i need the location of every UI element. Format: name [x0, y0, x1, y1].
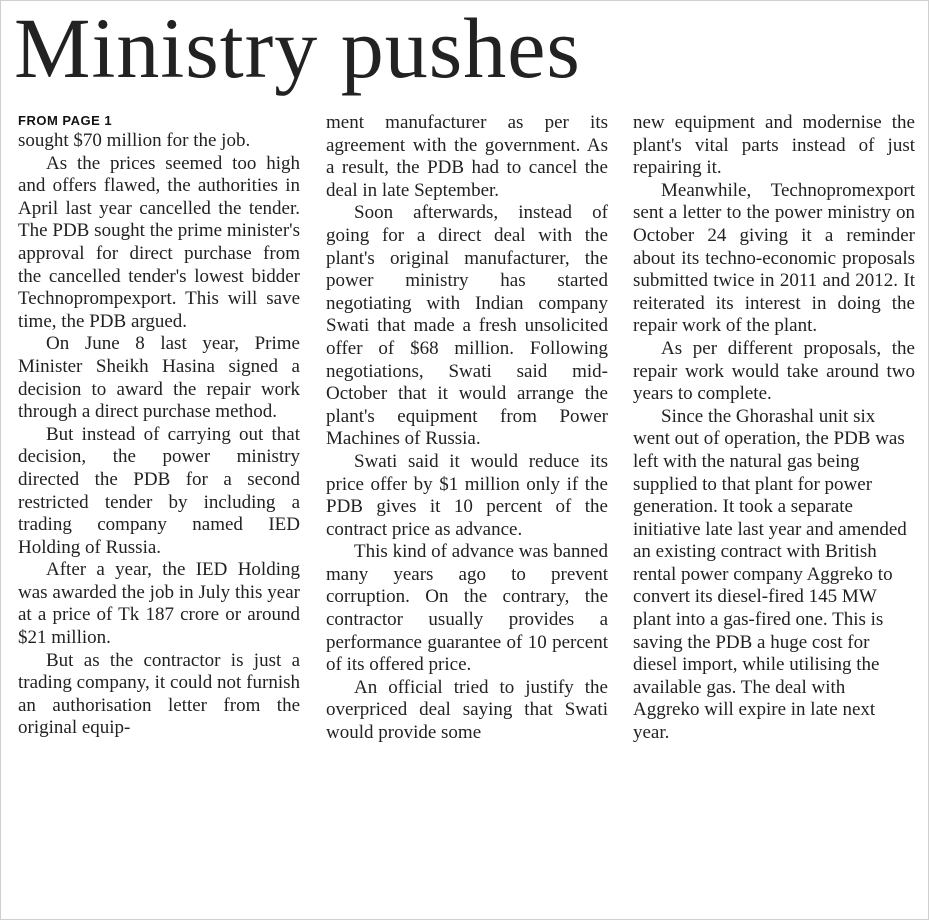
column-2: [326, 112, 608, 745]
paragraph: As the prices seemed too high and offers flawed, the authorities in April last year cancelled the tender. The PDB sought the prime minister's approval for direct purchase from the cancelled tender's lowest bidder Technoprompexport. This will save time, the PDB argued.: [18, 152, 300, 332]
headline: Ministry pushes: [14, 0, 581, 96]
paragraph: As per different proposals, the repair work would take around two years to complete.: [633, 337, 915, 405]
column-3: [633, 112, 915, 745]
column-1: [18, 112, 300, 740]
paragraph: ment manufacturer as per its agreement with the government. As a result, the PDB had to cancel the deal in late September.: [326, 112, 608, 201]
paragraph: On June 8 last year, Prime Minister Sheikh Hasina signed a decision to award the repair work through a direct purchase method.: [18, 333, 300, 423]
paragraph: After a year, the IED Holding was awarded the job in July this year at a price of Tk 187 crore or around $21 million.: [18, 559, 300, 649]
paragraph: But instead of carrying out that decision, the power ministry directed the PDB for a second restricted tender by including a trading company named IED Holding of Russia.: [18, 423, 300, 558]
paragraph: sought $70 million for the job.: [18, 130, 251, 151]
paragraph: This kind of advance was banned many years ago to prevent corruption. On the contrary, the contractor usually provides a performance guarantee of 10 percent of its offered price.: [326, 541, 608, 676]
kicker-label: FROM PAGE 1: [18, 113, 113, 128]
paragraph: But as the contractor is just a trading company, it could not furnish an authorisation letter from the original equip-: [18, 649, 300, 739]
paragraph: Soon afterwards, instead of going for a direct deal with the plant's original manufacturer, the power ministry has started negotiating with Indian company Swati that made a fresh unsolicited offer of $68 million. Following negotiations, Swati said mid-October that it would arrange the plant's equipment from Power Machines of Russia.: [326, 202, 608, 450]
paragraph: Swati said it would reduce its price offer by $1 million only if the PDB gives it 10 percent of the contract price as advance.: [326, 450, 608, 540]
paragraph: Since the Ghorashal unit six went out of operation, the PDB was left with the natural gas being supplied to that plant for power generation. It took a separate initiative late last year and amended an existing contract with British rental power company Aggreko to convert its diesel-fired 145 MW plant into a gas-fired one. This is saving the PDB a huge cost for diesel import, while utilising the available gas. The deal with Aggreko will expire in late next year.: [633, 405, 907, 744]
paragraph: An official tried to justify the overpriced deal saying that Swati would provide some: [326, 676, 608, 744]
paragraph: Meanwhile, Technopromexport sent a letter to the power ministry on October 24 giving it a reminder about its techno-economic proposals submitted twice in 2011 and 2012. It reiterated its interest in doing the repair work of the plant.: [633, 179, 915, 337]
paragraph: new equipment and modernise the plant's vital parts instead of just repairing it.: [633, 112, 915, 179]
